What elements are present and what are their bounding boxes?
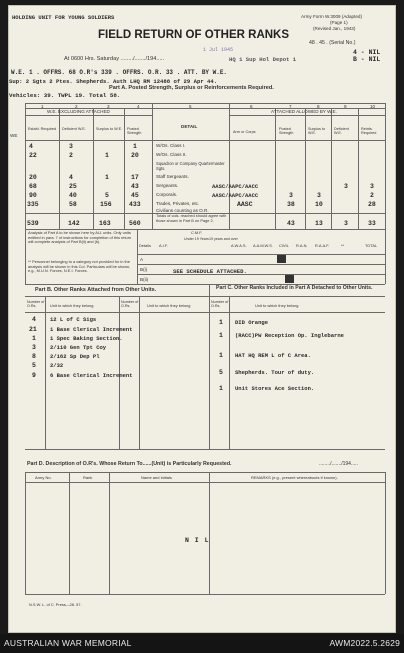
cell: 5 [105,192,109,199]
cell: 68 [29,183,37,190]
detail-row: W/Os. Class I. [156,143,186,148]
col-header: Reinfs. Required [361,127,377,136]
part-d-nil: N I L [185,537,210,544]
part-b-unit: 1 Base Clerical Increment [50,326,133,333]
part-b-col: Number of O.Rs. [27,300,45,309]
part-b-count: 5 [32,362,36,369]
we-line: W.E. 1 . OFFRS. 68 O.R's 339 . OFFRS. O.R. 33 . ATT. BY W.E. [11,69,228,76]
part-b-unit: 1 Spec Baking Section. [50,335,123,342]
print-line: N.S.W. L. of C. Press—28. 57. [29,602,82,607]
detail-row: Trades, Privates, etc. [156,201,200,206]
total-cell: 13 [315,220,323,227]
col-num: 8 [317,103,320,109]
analysis-row-label: B(i) [140,267,148,272]
cell: 4 [69,174,73,181]
vehicles-line: Vehicles: 39. TWPL 19. Total 58. [9,92,121,99]
cell: 4 [29,143,33,150]
part-b-count: 1 [32,335,36,342]
part-b-col: Number of O.Rs. [121,300,139,309]
detail-row: Squadron or Company Quartermaster Sgts. [156,161,225,171]
part-c-count: 1 [219,319,223,326]
form-page: (Page 1) [330,20,348,25]
col-num: 6 [250,103,253,109]
attached-allowed-heading: ATTACHED ALLOWED BY W.E. [271,109,337,114]
we-tag: WE [10,133,18,138]
part-d-col: Army No. [35,475,52,480]
cell: 90 [29,192,37,199]
cell: 20 [29,174,37,181]
part-b-title: Part B. Other Ranks Attached from Other Units. [35,287,157,293]
total-cell: 560 [129,220,141,227]
part-c-unit: Shepherds. Tour of duty. [235,369,315,376]
cell: AASC/AAPC/AACC [212,192,259,199]
col-num: 10 [370,103,376,109]
col-header: Establ. Required [28,127,57,131]
archive-footer [0,634,404,653]
total-cell: 163 [99,220,111,227]
a-nil: 4 - NIL [353,49,381,56]
part-c-count: 1 [219,385,223,392]
sup-line: Sup: 2 Sgts 2 Ptes. Shepherds. Auth LHQ RM 12488 of 29 Apr 44. [9,78,218,85]
serial-number: 48 . 45 . (Serial No.) [309,40,356,46]
analysis-heading: R.A.A.F. [315,243,330,248]
form-title: FIELD RETURN OF OTHER RANKS [98,29,290,41]
part-c-col: Unit to which they belong [255,303,299,308]
analysis-heading: A.I.F. [159,243,168,248]
cell: 3 [289,192,293,199]
analysis-heading: Under 19 Years [184,237,209,241]
date-stamp: 1 Jul 1945 [203,47,234,53]
cell: 433 [129,201,141,208]
col-num: 3 [107,103,110,109]
location-typed: HQ 1 Sup Hol Depot 1 [229,56,297,63]
cell: 2 [69,152,73,159]
schedule-note: SEE SCHEDULE ATTACHED. [173,268,247,275]
cell: 1 [133,143,137,150]
form-number: Army Form W.3009 (Adapted) [301,14,363,19]
col-num: 1 [41,103,44,109]
cell: AASC [237,201,253,208]
part-b-count: 4 [32,316,36,323]
detail-row: Staff Sergeants. [156,174,189,179]
part-b-unit: 2/32 [50,362,64,369]
part-b-col: Unit to which they belong [50,303,94,308]
part-b-count: 21 [29,326,37,333]
part-c-count: 5 [219,369,223,376]
analysis-heading: 19 years and over [209,237,238,241]
part-b-unit: 12 L of C Sigs [50,316,97,323]
cell: 28 [368,201,376,208]
part-c-unit: DID Orange [235,319,269,326]
total-cell: 539 [27,220,39,227]
cell: 10 [315,201,323,208]
cell: 58 [69,201,77,208]
detail-row: W/Os. Class II. [156,152,187,157]
part-c-col: Number of O.Rs. [211,300,229,309]
b-nil: B - NIL [353,56,381,63]
analysis-heading: A.A.M.W.S. [253,243,273,248]
col-header: Posted Strength [279,127,294,136]
part-c-count: 1 [219,352,223,359]
part-c-count: 1 [219,332,223,339]
col-num: 5 [189,103,192,109]
redaction-mark [277,255,286,263]
col-header: Deficient W.E. [62,127,86,131]
cell: 38 [287,201,295,208]
part-a-title: Part A. Posted Strength, Surplus or Reinforcements Required. [109,85,274,91]
cell: 156 [100,201,112,208]
detail-row: Civilians counting as O.R. [156,208,209,213]
archive-reference: AWM2022.5.2629 [329,638,400,648]
cell: 25 [69,183,77,190]
detail-row: Sergeants. [156,183,179,188]
archive-name: AUSTRALIAN WAR MEMORIAL [4,638,132,648]
analysis-note: Analysis of Part A to be shown here by ALL units. Only units entitled in para. 7 of instructions for completion of this return will complete analysis of Part B(ii) and (b). [28,230,132,245]
cell: 40 [69,192,77,199]
cell: 2 [370,192,374,199]
unit-stamp: HOLDING UNIT FOR YOUNG SOLDIERS [12,14,115,21]
cell: 45 [131,192,139,199]
total-cell: 3 [344,220,348,227]
cell: 3 [370,183,374,190]
part-b-unit: 6 Base Clerical Increment [50,372,133,379]
cell: AASC/AAPC/AACC [212,183,259,190]
col-header: Surplus to W.E. [96,127,123,131]
part-c-unit: Unit Stores Ace Section. [235,385,315,392]
analysis-heading: A.W.A.S. [231,243,247,248]
part-b-count: 8 [32,353,36,360]
redaction-mark [285,275,294,283]
col-header: Posted Strength [127,127,142,136]
analysis-heading: CIVIL [279,243,289,248]
analysis-heading: R.A.N. [296,243,308,248]
cell: 43 [131,183,139,190]
part-b-unit: 2/110 Gen Tpt Coy [50,344,107,351]
cell: 1 [105,152,109,159]
part-b-count: 9 [32,372,36,379]
total-cell: 142 [68,220,80,227]
cell: 17 [131,174,139,181]
totals-note: Totals of cols. reached should agree with those shown in Part B on Page 2. [156,213,227,223]
cell: 3 [317,192,321,199]
col-num: 7 [289,103,292,109]
cell: 20 [131,152,139,159]
cell: 3 [69,143,73,150]
at-time: At 0600 Hrs. Saturday ......../......./194..... [64,56,165,62]
col-header: Deficient W.E. [334,127,349,136]
analysis-heading: ** [341,243,345,248]
part-c-title: Part C. Other Ranks Included in Part A Detached to Other Units. [216,285,373,291]
part-d-title: Part D. Description of O.R's. Whose Return To......(Unit) is Particularly Requested. [27,461,232,467]
part-d-col: Name and Initials [141,475,172,480]
we-excluding-heading: W.E. EXCLUDING ATTACHED [47,109,110,114]
cmf-heading: C.M.F. [191,230,203,235]
part-b-unit: 2/162 Sp Dep Pl [50,353,100,360]
cell: 1 [105,174,109,181]
cell: 22 [29,152,37,159]
part-d-col: Rank [83,475,93,480]
part-c-unit: (RACC)PW Reception Op. Inglebarne [235,332,344,339]
part-c-unit: HAT HQ REM L of C Area. [235,352,311,359]
col-num: 9 [344,103,347,109]
cell: 3 [344,183,348,190]
analysis-heading: TOTAL [365,243,378,248]
return-form [8,5,396,633]
part-d-col: REMARKS (e.g., present whereabouts if known). [251,475,338,480]
col-header: Arm or Corps [233,130,256,134]
analysis-heading: Details [139,243,151,248]
col-header: Surplus to W.E. [308,127,326,136]
part-d-date: ......../......./194..... [319,461,358,467]
part-b-col: Unit to which they belong [147,303,191,308]
personnel-note: ** Personnel belonging to a category not provided for in the analysis will be shown in this Col. Particulars will be shown, e.g., M.U.N. Forces, N.E.I. Forces. [28,259,131,274]
cell: 335 [27,201,39,208]
total-cell: 43 [287,220,295,227]
detail-row: Corporals. [156,192,178,197]
col-num: 2 [75,103,78,109]
part-b-count: 3 [32,344,36,351]
detail-heading: DETAIL [181,124,198,129]
analysis-row-label: A [140,257,144,262]
col-num: 4 [137,103,140,109]
analysis-row-label: B(ii) [140,277,149,282]
total-cell: 33 [368,220,376,227]
form-revised: (Revised Jan., 1943) [313,26,356,31]
